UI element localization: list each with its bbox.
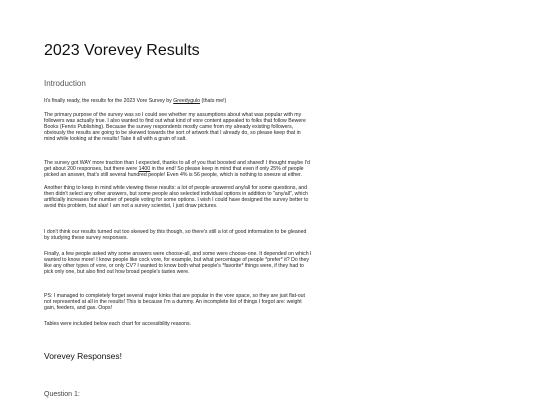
intro-paragraph-6: PS: I managed to completely forget several major kinks that are popular in the vore space, so they are just flat-out not represented at all in the results! This is because I'm a dummy. An incomplete list of things I forgot are: weight gain, feeders, and gas. Oops! <box>44 293 305 312</box>
intro-paragraph-1 <box>44 98 312 104</box>
p3-before: The survey got WAY more traction than I expected, thanks to all of you that boosted and shared! I thought maybe I'd get about 200 responses, but there were <box>44 160 310 173</box>
question-1-heading: Question 1: <box>44 391 80 398</box>
intro-paragraph-7: Tables were included below each chart for accessibility reasons. <box>44 321 192 327</box>
p3-after: in the end! So please keep in mind that even if only 25% of people picked an answer, that's still several hundred people! Even 4% is 56 people, which is nothing to sneeze at either. <box>44 166 304 179</box>
p1-before: It's finally ready, the results for the 2023 Vore Survey by <box>44 98 174 104</box>
p1-after: (thats me!) <box>200 98 227 104</box>
page-title: 2023 Vorevey Results <box>44 42 200 59</box>
responses-heading: Vorevey Responses! <box>44 351 122 361</box>
intro-paragraph-3 <box>44 160 312 178</box>
intro-heading: Introduction <box>44 79 86 88</box>
intro-paragraph-3b: Another thing to keep in mind while viewing these results: a lot of people answered any/all for some questions, and then didn't select any other answers, but some people also selected individual options in addition to "any/all", which artificially increases the number of people voting for some options. I wish I could have designed the survey better to avoid this problem, but alas! I am not a survey scientist, I just draw pictures. <box>44 184 309 209</box>
author-link[interactable]: Greedygulo <box>173 98 201 104</box>
intro-paragraph-4: I don't think our results turned out too skewed by this though, so there's still a lot of good information to be gleaned by studying these survey responses. <box>44 229 307 242</box>
intro-paragraph-5: Finally, a few people asked why some answers were choose-all, and some were choose-one. It depended on which I wanted to know more! I know people like cock vore, for example, but what percentage of people *prefer* it? Do they like any other types of vore, or only CV? I wanted to know both what people's *favorite* things were, if they had to pick only one, but also find out how broad people's tastes were. <box>44 251 312 276</box>
response-count: 1400 <box>138 166 151 173</box>
intro-paragraph-2: The primary purpose of the survey was so I could see whether my assumptions about what was popular with my followers was actually true. I also wanted to find out what kind of vore content appealed to folks that follow Bewere Books (Fenris Publishing). Because the survey respondents mostly came from my already existing followers, obviously the results are going to be skewed towards the sort of artwork that I already do, so please keep that in mind while looking at the results! Take it all with a grain of salt. <box>44 112 306 143</box>
